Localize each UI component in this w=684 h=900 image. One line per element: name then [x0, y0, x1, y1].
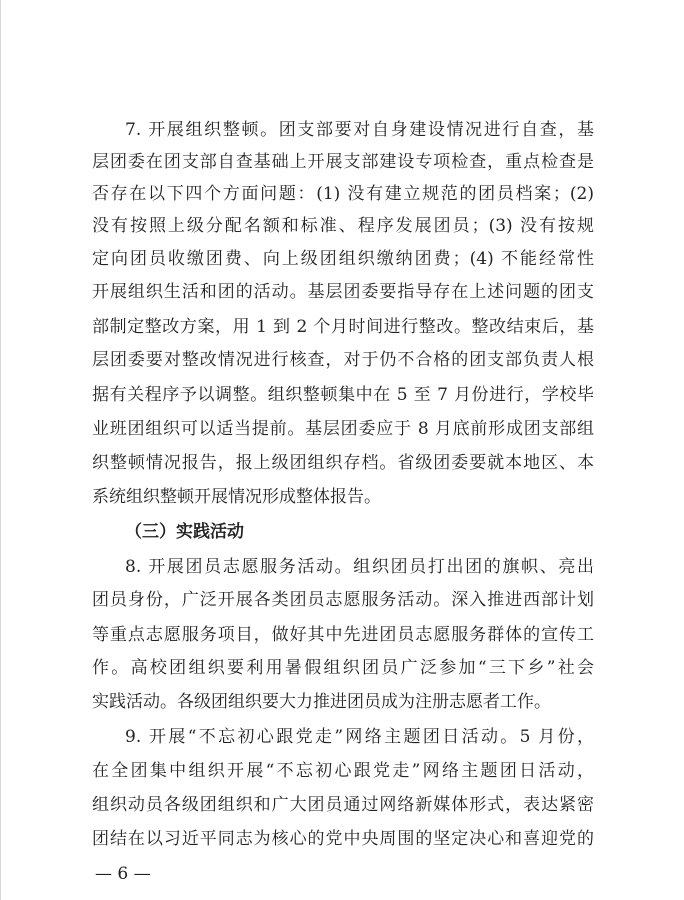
paragraph-7-line-10: 业班团组织可以适当提前。基层团委应于 8 月底前形成团支部组 [92, 419, 594, 439]
page-number: — 6 — [95, 864, 151, 884]
paragraph-7-line-5: 定向团员收缴团费、向上级团组织缴纳团费；(4) 不能经常性 [92, 249, 594, 269]
paragraph-7-line-4: 没有按照上级分配名额和标准、程序发展团员；(3) 没有按规 [92, 216, 594, 236]
section-subheading: （三）实践活动 [125, 522, 244, 542]
paragraph-7-line-11: 织整顿情况报告，报上级团组织存档。省级团委要就本地区、本 [92, 453, 594, 473]
paragraph-7-line-1: 7. 开展组织整顿。团支部要对自身建设情况进行自查，基 [125, 120, 594, 140]
paragraph-8-line-3: 等重点志愿服务项目，做好其中先进团员志愿服务群体的宣传工 [92, 625, 594, 645]
paragraph-8-line-4: 作。高校团组织要利用暑假组织团员广泛参加“三下乡”社会 [92, 658, 594, 678]
paragraph-9-line-1: 9. 开展“不忘初心跟党走”网络主题团日活动。5 月份， [125, 727, 594, 747]
paragraph-8-line-2: 团员身份，广泛开展各类团员志愿服务活动。深入推进西部计划 [92, 590, 594, 610]
paragraph-7-line-9: 据有关程序予以调整。组织整顿集中在 5 至 7 月份进行，学校毕 [92, 385, 594, 405]
paragraph-9-line-2: 在全团集中组织开展“不忘初心跟党走”网络主题团日活动， [92, 761, 594, 781]
paragraph-7-line-12: 系统组织整顿开展情况形成整体报告。 [92, 487, 381, 507]
paragraph-8-line-1: 8. 开展团员志愿服务活动。组织团员打出团的旗帜、亮出 [125, 557, 594, 577]
paragraph-9-line-3: 组织动员各级团组织和广大团员通过网络新媒体形式，表达紧密 [92, 795, 594, 815]
paragraph-9-line-4: 团结在以习近平同志为核心的党中央周围的坚定决心和喜迎党的 [92, 829, 594, 849]
paragraph-7-line-8: 层团委要对整改情况进行核查，对于仍不合格的团支部负责人根 [92, 350, 594, 370]
paragraph-7-line-3: 否存在以下四个方面问题：(1) 没有建立规范的团员档案；(2) [92, 184, 594, 204]
paragraph-7-line-7: 部制定整改方案，用 1 到 2 个月时间进行整改。整改结束后，基 [92, 317, 594, 337]
paragraph-8-line-5: 实践活动。各级团组织要大力推进团员成为注册志愿者工作。 [92, 692, 551, 712]
paragraph-7-line-6: 开展组织生活和团的活动。基层团委要指导存在上述问题的团支 [92, 282, 594, 302]
paragraph-7-line-2: 层团委在团支部自查基础上开展支部建设专项检查，重点检查是 [92, 152, 594, 172]
